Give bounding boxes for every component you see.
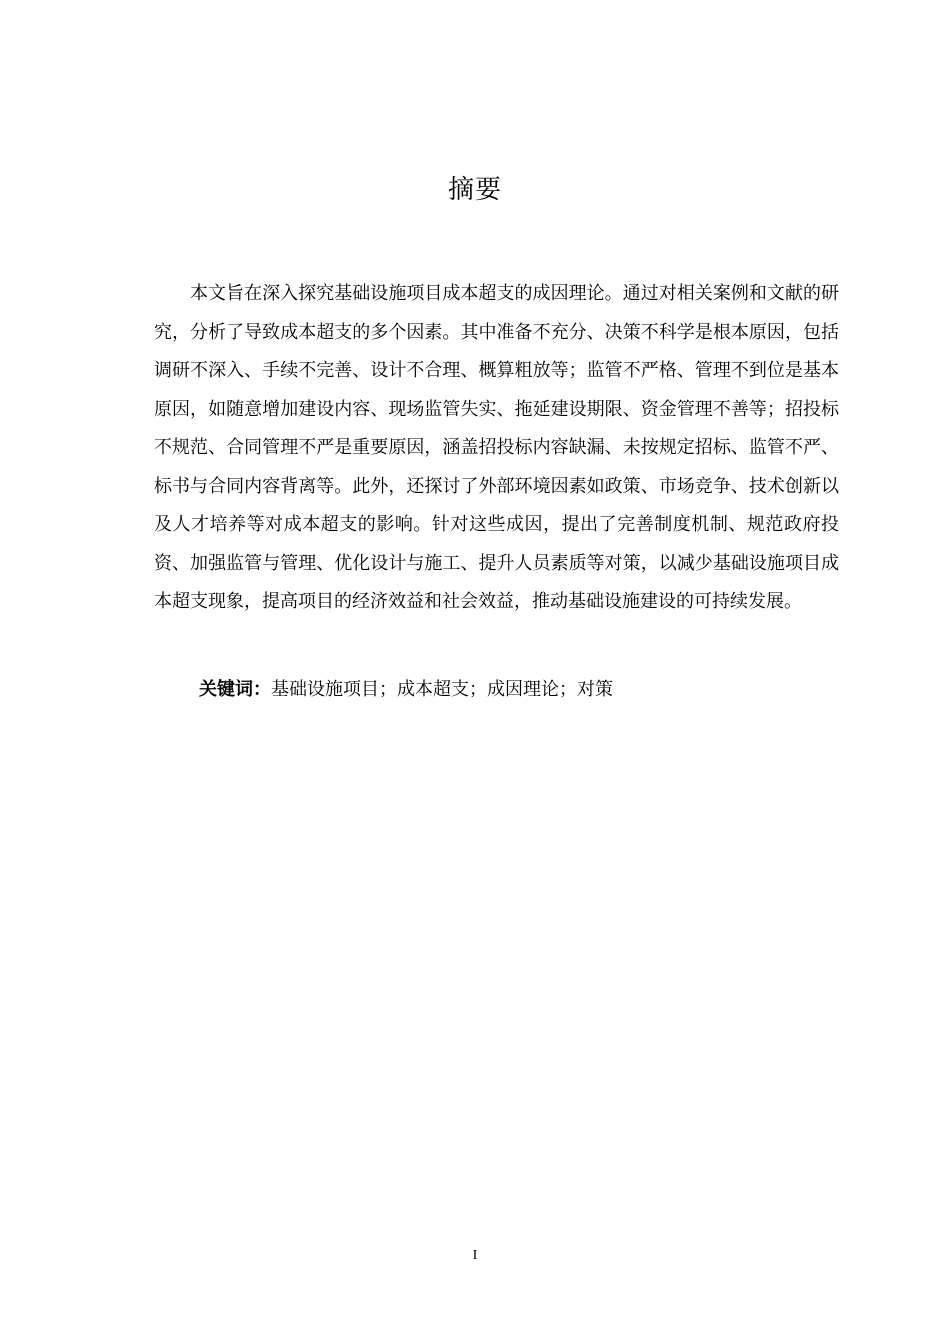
page-number: I bbox=[472, 1248, 478, 1263]
keywords-label: 关键词： bbox=[199, 679, 271, 700]
abstract-paragraph: 本文旨在深入探究基础设施项目成本超支的成因理论。通过对相关案例和文献的研究，分析了导致成本超支的多个因素。其中准备不充分、决策不科学是根本原因，包括调研不深入、手续不完善、设计不合理、概算粗放等；监管不严格、管理不到位是基本原因，如随意增加建设内容、现场监管失实、拖延建设期限、资金管理不善等；招投标不规范、合同管理不严是重要原因，涵盖招投标内容缺漏、未按规定招标、监管不严、标书与合同内容背离等。此外，还探讨了外部环境因素如政策、市场竞争、技术创新以及人才培养等对成本超支的影响。针对这些成因，提出了完善制度机制、规范政府投资、加强监管与管理、优化设计与施工、提升人员素质等对策，以减少基础设施项目成本超支现象，提高项目的经济效益和社会效益，推动基础设施建设的可持续发展。 bbox=[154, 283, 839, 612]
keywords-text: 基础设施项目；成本超支；成因理论；对策 bbox=[271, 679, 613, 700]
keywords-line bbox=[199, 672, 839, 708]
page-title: 摘要 bbox=[447, 175, 502, 205]
